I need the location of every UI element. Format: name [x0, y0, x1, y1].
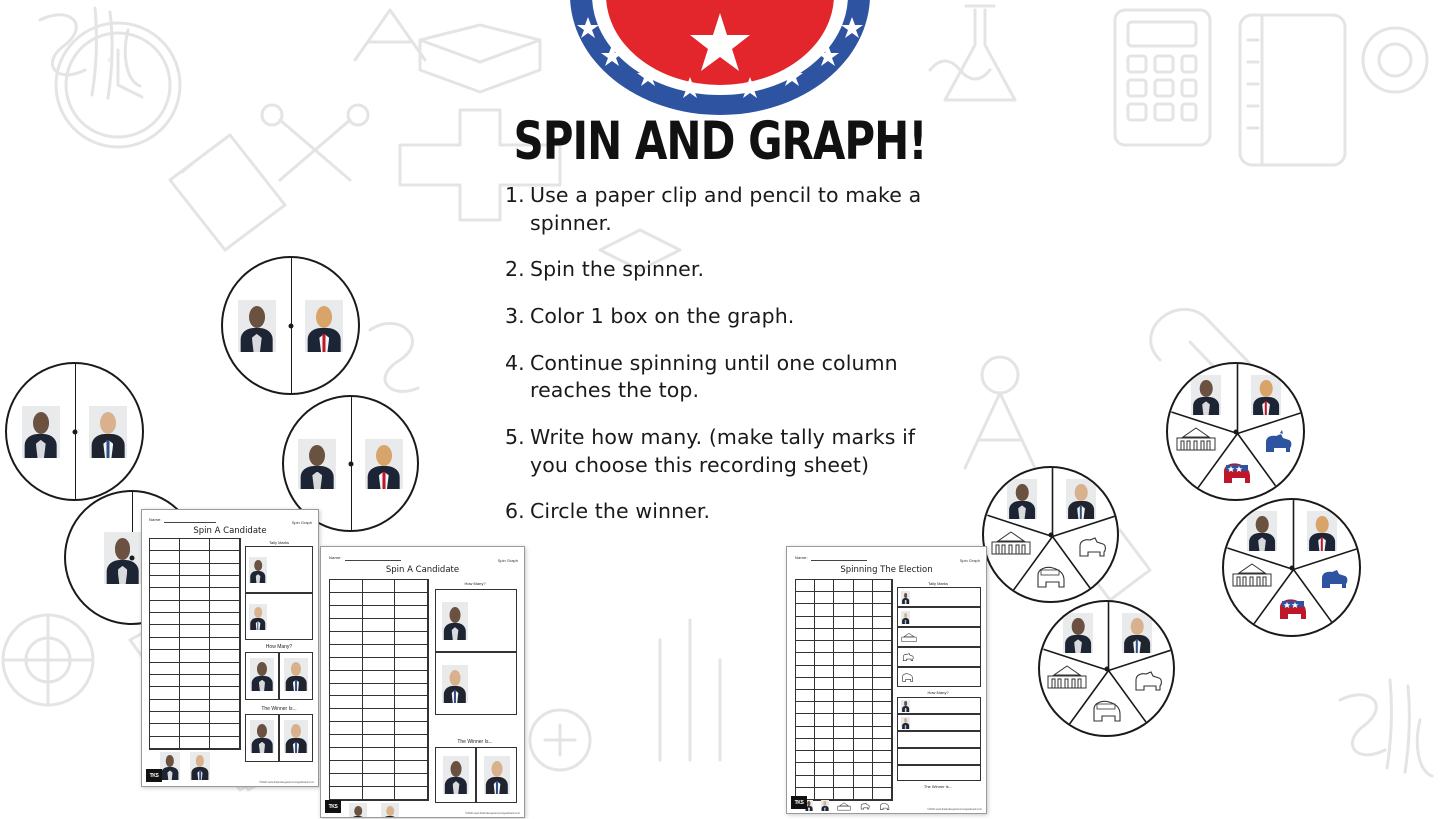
- spinner-segment-harris: [1242, 510, 1282, 552]
- democrat-donkey-icon: [1075, 534, 1109, 562]
- step-number: 2.: [505, 257, 525, 282]
- how-many-label: How Many?: [265, 644, 293, 650]
- spinner-5part-lower[interactable]: [1038, 600, 1175, 737]
- tally-row-donkey[interactable]: [897, 647, 981, 667]
- tally-marks-label: Tally Marks: [268, 540, 289, 545]
- spinner-segment-elephant: [1272, 592, 1316, 626]
- harris-photo: [160, 752, 180, 780]
- step-number: 3.: [505, 304, 525, 329]
- graph-grid[interactable]: [149, 538, 241, 750]
- how-many-label: How Many?: [464, 581, 486, 586]
- how-many-box-harris[interactable]: [435, 589, 517, 652]
- spinner-segment-harris: [1002, 478, 1042, 520]
- worksheet-spin-a-candidate-2[interactable]: [320, 546, 525, 818]
- biden-photo: [1066, 479, 1096, 519]
- harris-photo: [238, 300, 276, 352]
- tally-marks-label: Tally Marks: [927, 581, 948, 586]
- biden-photo: [284, 658, 308, 691]
- biden-photo: [901, 717, 910, 729]
- worksheet-footer: ©2020 www.thekindergartensmorgasboard.com: [465, 812, 520, 815]
- spinner-segment-harris: [1058, 612, 1098, 654]
- step-number: 1.: [505, 183, 525, 207]
- democrat-donkey-icon: [901, 652, 915, 663]
- spinner-segment-trump: [1302, 510, 1342, 552]
- how-many-row-biden[interactable]: [897, 714, 981, 731]
- worksheet-corner-label: Spin Graph: [959, 558, 980, 563]
- step-text: Use a paper clip and pencil to make a spinner.: [530, 183, 922, 235]
- name-label: Name:: [149, 517, 162, 522]
- biden-photo: [1122, 613, 1152, 653]
- spinner-segment-biden: [1117, 612, 1157, 654]
- step-number: 4.: [505, 350, 525, 375]
- spinner-5part-right-top[interactable]: [1166, 362, 1305, 501]
- spinner-segment-elephant: [1086, 694, 1130, 728]
- biden-photo: [442, 665, 468, 703]
- worksheet-title: Spin A Candidate: [193, 526, 267, 536]
- name-label: Name:: [795, 555, 808, 560]
- step-text: Color 1 box on the graph.: [530, 304, 795, 329]
- step-number: 6.: [505, 499, 525, 524]
- instructions-list: [505, 182, 935, 545]
- spinner-segment-trump: [351, 397, 418, 530]
- spinner-segment-trump: [291, 258, 359, 393]
- white-house-icon: [1046, 664, 1088, 690]
- publisher-logo: TKS: [146, 769, 162, 782]
- graph-grid[interactable]: [795, 579, 893, 801]
- bottom-symbol-strip: [805, 800, 891, 811]
- harris-photo: [443, 756, 469, 794]
- spinner-segment-donkey: [1256, 426, 1300, 462]
- spinner-segment-donkey: [1126, 664, 1170, 700]
- step-text: Spin the spinner.: [530, 257, 705, 282]
- how-many-box-biden[interactable]: [279, 652, 313, 700]
- democrat-donkey-icon: [1261, 430, 1295, 458]
- spinner-segment-biden: [1061, 478, 1101, 520]
- spinner-2part-top[interactable]: [221, 256, 360, 395]
- spinner-segment-donkey: [1312, 562, 1356, 598]
- graph-grid[interactable]: [329, 579, 429, 801]
- worksheet-title: Spin A Candidate: [385, 565, 460, 575]
- how-many-row-elephant[interactable]: [897, 765, 981, 781]
- republican-elephant-icon: [901, 672, 915, 683]
- biden-photo: [381, 803, 399, 818]
- harris-photo: [349, 803, 367, 818]
- name-line: [345, 560, 401, 561]
- white-house-icon: [837, 802, 851, 811]
- tally-row-white-house[interactable]: [897, 627, 981, 647]
- winner-label: The Winner Is...: [457, 739, 493, 745]
- publisher-logo: TKS: [325, 800, 341, 813]
- republican-elephant-icon: [1034, 563, 1070, 591]
- harris-photo: [901, 591, 910, 604]
- biden-photo: [89, 406, 127, 458]
- harris-photo: [1191, 375, 1221, 415]
- worksheet-corner-label: Spin Graph: [497, 558, 518, 563]
- tally-row-biden[interactable]: [245, 593, 313, 640]
- harris-photo: [1007, 479, 1037, 519]
- spinner-hub: [288, 323, 293, 328]
- trump-photo: [1307, 511, 1337, 551]
- trump-photo: [1251, 375, 1281, 415]
- how-many-row-donkey[interactable]: [897, 748, 981, 765]
- harris-photo: [901, 700, 910, 712]
- spinner-2part-left[interactable]: [5, 362, 144, 501]
- biden-photo: [190, 752, 210, 780]
- worksheet-footer: ©2020 www.thekindergartensmorgasboard.com: [259, 781, 314, 784]
- spinner-segment-biden: [75, 364, 143, 499]
- instruction-step: [505, 303, 935, 331]
- biden-photo: [249, 604, 267, 630]
- how-many-label: How Many?: [927, 690, 949, 695]
- white-house-icon: [990, 530, 1032, 556]
- spinner-hub: [1048, 532, 1053, 537]
- biden-photo: [901, 611, 910, 624]
- harris-photo: [250, 658, 274, 691]
- harris-photo: [1247, 511, 1277, 551]
- republican-elephant-icon: [1276, 595, 1312, 623]
- harris-photo: [250, 720, 274, 753]
- harris-photo: [442, 602, 468, 640]
- worksheet-spin-a-candidate-1[interactable]: [141, 509, 319, 787]
- democrat-donkey-icon: [1317, 566, 1351, 594]
- spinner-segment-harris: [223, 258, 291, 393]
- democrat-donkey-icon: [859, 802, 871, 811]
- harris-photo: [22, 406, 60, 458]
- spinner-segment-elephant: [1216, 456, 1260, 490]
- spinner-segment-white-house: [1228, 558, 1276, 592]
- how-many-row-harris[interactable]: [897, 697, 981, 714]
- white-house-icon: [901, 632, 917, 643]
- spinner-hub: [1233, 429, 1238, 434]
- winner-box-harris[interactable]: [245, 714, 279, 762]
- spinner-segment-trump: [1246, 374, 1286, 416]
- republican-elephant-icon: [879, 802, 891, 811]
- democrat-donkey-icon: [1131, 668, 1165, 696]
- tally-row-harris[interactable]: [245, 546, 313, 593]
- biden-photo: [284, 720, 308, 753]
- worksheet-corner-label: Spin Graph: [291, 520, 312, 525]
- white-house-icon: [1231, 562, 1273, 588]
- how-many-row-white-house[interactable]: [897, 731, 981, 748]
- name-label: Name:: [329, 555, 342, 560]
- winner-box-biden[interactable]: [476, 747, 517, 803]
- harris-photo: [249, 557, 267, 583]
- trump-photo: [305, 300, 343, 352]
- trump-photo: [365, 439, 403, 489]
- bottom-photo-strip: [160, 752, 210, 780]
- harris-photo: [104, 532, 142, 584]
- spinner-segment-white-house: [1043, 660, 1091, 694]
- tally-row-elephant[interactable]: [897, 667, 981, 687]
- publisher-logo: TKS: [791, 796, 807, 809]
- spinner-segment-elephant: [1030, 560, 1074, 594]
- worksheet-title: Spinning The Election: [840, 565, 933, 575]
- spinner-hub: [72, 429, 77, 434]
- how-many-box-harris[interactable]: [245, 652, 279, 700]
- instruction-step: [505, 256, 935, 284]
- tally-row-harris[interactable]: [897, 587, 981, 607]
- winner-label: The Winner Is...: [261, 706, 297, 712]
- instruction-step: [505, 498, 935, 526]
- spinner-segment-harris: [7, 364, 75, 499]
- spinner-hub: [348, 461, 353, 466]
- step-number: 5.: [505, 425, 525, 450]
- worksheet-footer: ©2020 www.thekindergartensmorgasboard.com: [927, 808, 982, 811]
- winner-label: The Winner Is...: [923, 784, 953, 789]
- winner-box-biden[interactable]: [279, 714, 313, 762]
- biden-photo: [484, 756, 510, 794]
- page-title: SPIN AND GRAPH!: [513, 110, 927, 172]
- how-many-box-biden[interactable]: [435, 652, 517, 715]
- spinner-segment-donkey: [1070, 530, 1114, 566]
- instruction-step: [505, 424, 935, 479]
- bottom-photo-strip: [349, 803, 399, 818]
- spinner-hub: [1104, 666, 1109, 671]
- republican-elephant-icon: [1090, 697, 1126, 725]
- tally-row-biden[interactable]: [897, 607, 981, 627]
- instruction-step: [505, 350, 935, 405]
- biden-photo: [821, 800, 829, 811]
- spinner-5part-center[interactable]: [982, 466, 1119, 603]
- patriotic-bunting-banner: [570, 0, 870, 115]
- republican-elephant-icon: [1220, 459, 1256, 487]
- harris-photo: [298, 439, 336, 489]
- harris-photo: [1063, 613, 1093, 653]
- name-line: [811, 560, 867, 561]
- spinner-segment-harris: [1186, 374, 1226, 416]
- spinner-hub: [1289, 565, 1294, 570]
- white-house-icon: [1175, 426, 1217, 452]
- step-text: Write how many. (make tally marks if you choose this recording sheet): [530, 425, 916, 477]
- winner-box-harris[interactable]: [435, 747, 476, 803]
- step-text: Continue spinning until one column reaches the top.: [530, 350, 898, 403]
- step-text: Circle the winner.: [530, 499, 711, 524]
- name-line: [164, 522, 216, 523]
- worksheet-spinning-the-election[interactable]: [786, 546, 987, 814]
- spinner-5part-right-mid[interactable]: [1222, 498, 1361, 637]
- spinner-hub: [129, 555, 134, 560]
- instruction-step: [505, 182, 935, 237]
- spinner-segment-white-house: [987, 526, 1035, 560]
- spinner-segment-white-house: [1172, 422, 1220, 456]
